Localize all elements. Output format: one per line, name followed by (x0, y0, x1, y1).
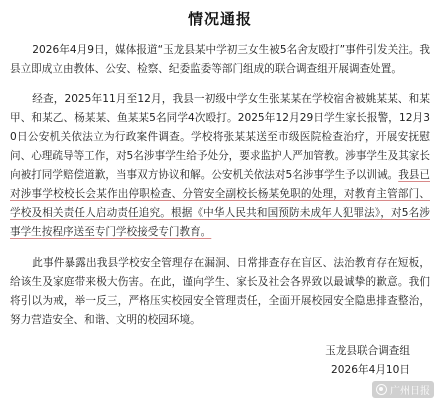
watermark-logo-icon (376, 384, 387, 395)
watermark (372, 381, 434, 398)
signature-date: 2026年4月10日 (331, 364, 410, 376)
paragraph-findings (10, 90, 430, 242)
signature-block (325, 342, 410, 380)
paragraph-findings-highlight: 我县已对涉事学校校长会某作出停职检查、分管安全副校长杨某免职的处理，对教育主管部门、学校及相关责任人启动责任追究。根据《中华人民共和国预防未成年人犯罪法》，对5名涉事学生按程序送至专门学校接受专门教育。 (10, 169, 430, 238)
paragraph-apology (10, 254, 430, 330)
signature-org: 玉龙县联合调查组 (325, 345, 410, 357)
paragraph-intro-text: 2026年4月9日，媒体报道“玉龙县某中学初三女生被5名舍友殴打”事件引发关注。我县立即成立由教体、公安、检察、纪委监委等部门组成的联合调查组开展调查处置。 (10, 44, 430, 75)
watermark-text: 广州日报 (390, 386, 430, 397)
paragraph-intro (10, 41, 430, 79)
paragraph-apology-text: 此事件暴露出我县学校安全管理存在漏洞、日常排查存在盲区、法治教育存在短板，给该生及家庭带来极大伤害。在此，谨向学生、家长及社会各界致以最诚挚的歉意。我们将引以为戒，举一反三，严格压实校园安全管理责任，全面开展校园安全隐患排查整治，努力营造安全、和谐、文明的校园环境。 (10, 257, 430, 326)
page-title: 情况通报 (187, 10, 252, 28)
paragraph-findings-text: 经查，2025年11月至12月，我县一初级中学女生张某某在学校宿舍被姚某某、和某甲、和某乙、杨某某、鱼某某5名同学4次殴打。2025年12月29日学生家长报警，12月30日公安机关依法立为行政案件调查。学校将张某某送至市级医院检查治疗，开展安抚慰问、心理疏导等工作，对5名涉事学生给予处分，要求监护人严加管教。涉事学生及其家长向被打同学赔偿道歉，当事双方协议和解。公安机关依法对5名涉事学生予以训诫。 (10, 93, 430, 181)
